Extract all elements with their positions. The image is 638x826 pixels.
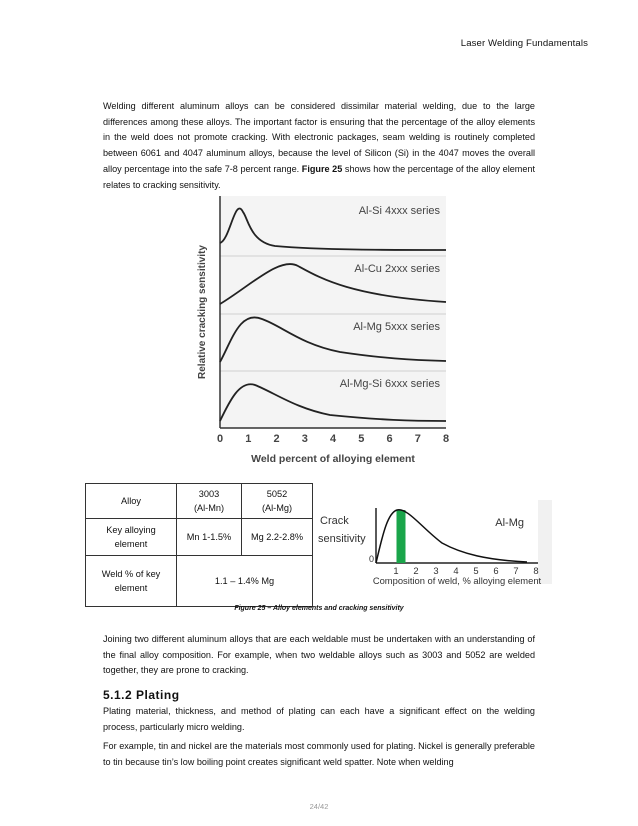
main-x-tick-label: 7 — [414, 433, 421, 445]
main-x-tick-label: 2 — [273, 433, 280, 445]
tin-nickel-paragraph: For example, tin and nickel are the materials most commonly used for plating. Nickel is generally preferable to tin because tin’s low boiling point creates significant weld spatter. Note when welding — [103, 741, 535, 767]
series-label-al-mg: Al-Mg 5xxx series — [353, 321, 440, 333]
intro-paragraph — [103, 99, 535, 193]
main-x-tick-label: 5 — [358, 433, 365, 445]
figure-edge-shading — [538, 500, 552, 584]
x-axis-label: Weld percent of alloying element — [251, 453, 415, 465]
table-cell: Mg 2.2-2.8% — [242, 519, 313, 556]
table-row-label: Weld % of key element — [86, 556, 177, 607]
chart-plot-area — [220, 196, 446, 428]
small-y-origin-tick: 0 — [369, 554, 375, 564]
figure-reference: Figure 25 — [301, 163, 343, 174]
alloy-table — [85, 483, 313, 607]
main-x-tick-label: 1 — [245, 433, 252, 445]
series-label-al-cu: Al-Cu 2xxx series — [354, 263, 440, 275]
small-x-tick-label: 7 — [513, 565, 519, 576]
small-x-tick-label: 3 — [433, 565, 439, 576]
table-cell: 1.1 – 1.4% Mg — [177, 556, 313, 607]
table-header-row — [86, 484, 313, 519]
main-x-tick-label: 0 — [216, 433, 224, 445]
small-chart-title: Al-Mg — [495, 517, 524, 529]
intro-text-after: shows how the percentage of the alloy element relates to cracking sensitivity. — [103, 163, 535, 190]
small-x-tick-label: 6 — [493, 565, 499, 576]
table-header-cell: 5052 (Al-Mg) — [242, 484, 313, 519]
intro-text-before: Welding different aluminum alloys can be considered dissimilar material welding, due to the large differences among these alloys. The important factor is ensuring that the percentage of the alloy elements in the weld does not promote cracking. With electronic packages, seam welding is routinely completed between 6061 and 4047 aluminum alloys, because the level of Silicon (Si) in the 4047 moves the overall alloy percentage into the safe 7-8 percent range. — [103, 101, 535, 174]
main-x-tick-label: 8 — [442, 433, 450, 445]
small-x-tick-label: 1 — [393, 565, 399, 576]
weld-range-highlight — [397, 510, 406, 563]
table-row-label: Key alloying element — [86, 519, 177, 556]
table-row — [86, 556, 313, 607]
page-number: 24/42 — [309, 802, 329, 811]
main-x-tick-label: 3 — [301, 433, 308, 445]
small-x-tick-label: 5 — [473, 565, 479, 576]
main-x-tick-label: 6 — [386, 433, 393, 445]
series-label-al-si: Al-Si 4xxx series — [358, 205, 440, 217]
crack-label-line-2: sensitivity — [318, 533, 366, 545]
table-row — [86, 519, 313, 556]
table-header-cell: Alloy — [86, 484, 177, 519]
joining-paragraph: Joining two different aluminum alloys that are each weldable must be undertaken with an understanding of the final alloy composition. For example, when two weldable alloys such as 3003 and 5052 are welded together, they are prone to cracking. — [103, 634, 535, 676]
table-header-cell: 3003 (Al-Mn) — [177, 484, 242, 519]
figure-caption: Figure 25 – Alloy elements and cracking sensitivity — [234, 605, 404, 612]
small-x-tick-label: 4 — [453, 565, 459, 576]
running-header: Laser Welding Fundamentals — [460, 38, 588, 49]
section-heading: 5.1.2 Plating — [103, 688, 180, 702]
y-axis-label: Relative cracking sensitivity — [197, 245, 208, 379]
series-label-al-mg-si: Al-Mg-Si 6xxx series — [339, 378, 440, 390]
small-x-tick-label: 8 — [533, 565, 539, 576]
small-x-axis-label: Composition of weld, % alloying element — [372, 575, 542, 586]
al-mg-crack-chart — [312, 498, 558, 590]
plating-paragraph: Plating material, thickness, and method of plating can each have a significant effect on the welding process, particularly micro welding. — [103, 706, 535, 732]
table-cell: Mn 1-1.5% — [177, 519, 242, 556]
cracking-sensitivity-chart — [190, 190, 455, 480]
crack-label-line-1: Crack — [320, 515, 349, 527]
small-x-tick-label: 2 — [413, 565, 419, 576]
main-x-tick-label: 4 — [329, 433, 337, 445]
